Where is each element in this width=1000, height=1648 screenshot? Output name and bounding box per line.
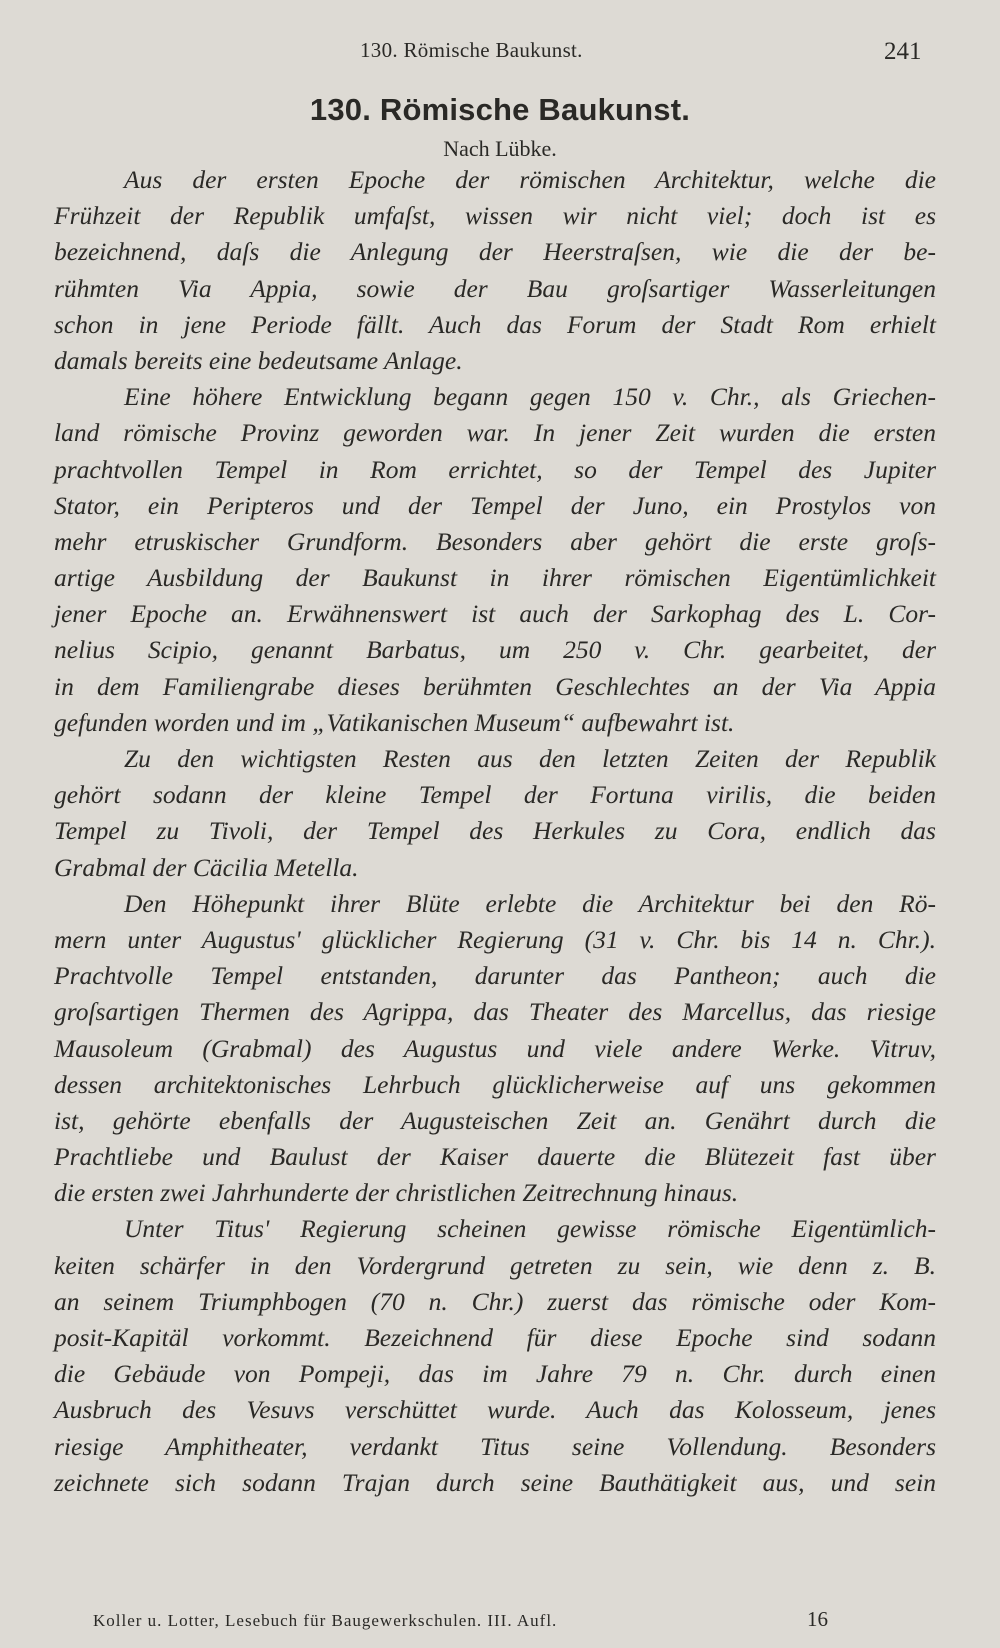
body-text [54,162,936,1501]
text-line: groſsartigen Thermen des Agrippa, das Theater des Marcellus, das riesige [54,997,936,1027]
text-line: Unter Titus' Regierung scheinen gewisse römische Eigentümlich- [124,1214,936,1244]
text-line: riesige Amphitheater, verdankt Titus seine Vollendung. Besonders [54,1431,936,1461]
text-line: Grabmal der Cäcilia Metella. [54,852,359,882]
text-line: in dem Familiengrabe dieses berühmten Geschlechtes an der Via Appia [54,671,936,701]
text-line: Mausoleum (Grabmal) des Augustus und viele andere Werke. Vitruv, [54,1033,936,1063]
text-line: ist, gehörte ebenfalls der Augusteischen Zeit an. Genährt durch die [54,1105,936,1135]
text-line: artige Ausbildung der Baukunst in ihrer römischen Eigentümlichkeit [54,563,936,593]
text-line: rühmten Via Appia, sowie der Bau groſsartiger Wasserleitungen [54,273,936,303]
text-line: Tempel zu Tivoli, der Tempel des Herkules zu Cora, endlich das [54,816,936,846]
text-line: dessen architektonisches Lehrbuch glücklicherweise auf uns gekommen [54,1069,936,1099]
text-line: schon in jene Periode fällt. Auch das Forum der Stadt Rom erhielt [54,309,936,339]
running-head-title: 130. Römische Baukunst. [360,38,583,62]
text-line: nelius Scipio, genannt Barbatus, um 250 v. Chr. gearbeitet, der [54,635,936,665]
chapter-title: 130. Römische Baukunst. [309,92,691,127]
signature-mark: 16 [807,1607,828,1631]
text-line: mern unter Augustus' glücklicher Regierung (31 v. Chr. bis 14 n. Chr.). [54,924,936,954]
text-line: prachtvollen Tempel in Rom errichtet, so der Tempel des Jupiter [54,454,936,484]
text-line: zeichnete sich sodann Trajan durch seine Bauthätigkeit aus, und sein [54,1467,936,1497]
text-line: Stator, ein Peripteros und der Tempel der Juno, ein Prostylos von [54,490,936,520]
page-number: 241 [884,38,922,65]
page-footer [0,1607,1000,1637]
text-line: die ersten zwei Jahrhunderte der christlichen Zeitrechnung hinaus. [54,1178,739,1208]
text-line: land römische Provinz geworden war. In jener Zeit wurden die ersten [54,418,936,448]
text-line: Frühzeit der Republik umfaſst, wissen wir nicht viel; doch ist es [54,201,936,231]
text-line: Aus der ersten Epoche der römischen Architektur, welche die [124,165,936,194]
text-line: gehört sodann der kleine Tempel der Fortuna virilis, die beiden [54,780,936,810]
text-line: gefunden worden und im „Vatikanischen Museum“ aufbewahrt ist. [54,707,735,737]
running-head [0,34,1000,68]
text-line: Zu den wichtigsten Resten aus den letzten Zeiten der Republik [124,744,936,773]
text-line: an seinem Triumphbogen (70 n. Chr.) zuerst das römische oder Kom- [54,1286,936,1316]
text-line: die Gebäude von Pompeji, das im Jahre 79 n. Chr. durch einen [54,1359,936,1389]
text-line: bezeichnend, daſs die Anlegung der Heerstraſsen, wie die der be- [54,237,936,267]
text-line: Den Höhepunkt ihrer Blüte erlebte die Architektur bei den Rö- [124,888,936,918]
text-line: Ausbruch des Vesuvs verschüttet wurde. Auch das Kolosseum, jenes [54,1395,936,1425]
text-line: mehr etruskischer Grundform. Besonders aber gehört die erste groſs- [54,526,936,556]
text-line: damals bereits eine bedeutsame Anlage. [54,345,463,375]
text-line: Eine höhere Entwicklung begann gegen 150 v. Chr., als Griechen- [124,382,936,412]
text-line: Prachtliebe und Baulust der Kaiser dauerte die Blütezeit fast über [54,1142,936,1172]
footer-imprint: Koller u. Lotter, Lesebuch für Baugewerkschulen. III. Aufl. [93,1611,558,1630]
text-line: posit-Kapitäl vorkommt. Bezeichnend für diese Epoche sind sodann [54,1323,936,1352]
text-line: Prachtvolle Tempel entstanden, darunter das Pantheon; auch die [54,961,936,991]
text-line: jener Epoche an. Erwähnenswert ist auch der Sarkophag des L. Cor- [54,599,936,629]
text-line: keiten schärfer in den Vordergrund getreten zu sein, wie denn z. B. [54,1250,936,1280]
chapter-source: Nach Lübke. [443,136,557,161]
